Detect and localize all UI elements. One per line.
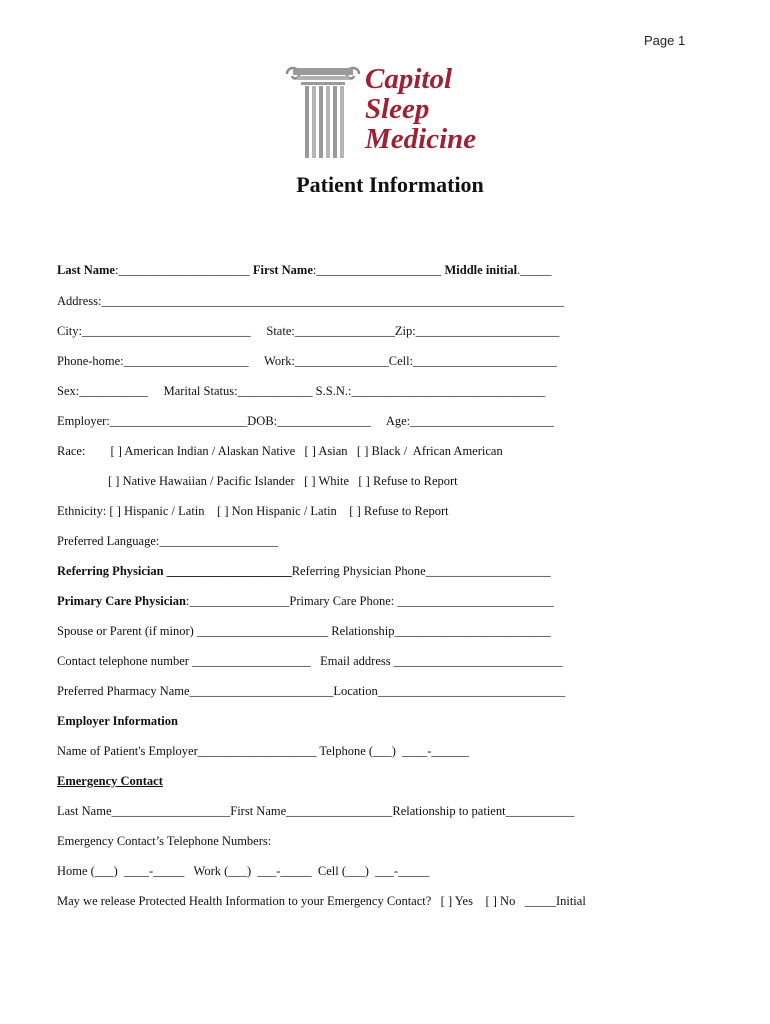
pharmacy-row[interactable]: Preferred Pharmacy Name_______________________Location______________________________ — [57, 684, 566, 698]
address-field[interactable]: Address:__________________________________________________________________________ — [57, 294, 564, 308]
phone-row[interactable]: Phone-home:____________________ Work:_______________Cell:_______________________ — [57, 354, 557, 368]
name-row[interactable] — [57, 262, 551, 278]
sex-marital-ssn-row[interactable]: Sex:___________ Marital Status:____________ S.S.N.:_______________________________ — [57, 384, 546, 398]
last-name-label: Last Name — [57, 263, 115, 277]
patient-employer-row[interactable]: Name of Patient's Employer___________________ Telphone (___) ____-______ — [57, 744, 469, 758]
preferred-language-field[interactable]: Preferred Language:___________________ — [57, 534, 279, 548]
ionic-column-icon — [283, 64, 363, 164]
last-name-field[interactable]: :_____________________ — [114, 263, 253, 277]
referring-physician-field[interactable]: ____________________ — [166, 564, 292, 578]
primary-care-row[interactable] — [57, 593, 554, 609]
page-title: Patient Information — [296, 172, 484, 197]
emergency-phone-label: Emergency Contact’s Telephone Numbers: — [57, 834, 272, 848]
employer-dob-age-row[interactable]: Employer:______________________DOB:_______________ Age:_______________________ — [57, 414, 554, 428]
logo-line-1: Capitol — [365, 63, 453, 95]
spouse-parent-row[interactable]: Spouse or Parent (if minor) _____________________ Relationship_________________________ — [57, 624, 551, 638]
first-name-field[interactable]: :____________________ — [312, 263, 445, 277]
practice-logo — [283, 64, 513, 164]
page-number: Page 1 — [644, 33, 686, 48]
release-consent-row[interactable]: May we release Protected Health Information to your Emergency Contact? [ ] Yes [ ] No _____Initial — [57, 894, 586, 908]
emergency-contact-heading: Emergency Contact — [57, 774, 163, 788]
middle-initial-label: Middle initial — [444, 263, 518, 277]
employer-information-heading: Employer Information — [57, 714, 178, 728]
emergency-name-row[interactable]: Last Name___________________First Name_________________Relationship to patient___________ — [57, 804, 575, 818]
race-row-2[interactable]: [ ] Native Hawaiian / Pacific Islander [ ] White [ ] Refuse to Report — [108, 474, 458, 488]
logo-wordmark — [365, 64, 476, 154]
race-row-1[interactable]: Race: [ ] American Indian / Alaskan Native [ ] Asian [ ] Black / African American — [57, 444, 503, 458]
logo-line-3: Medicine — [365, 123, 477, 155]
emergency-phones-row[interactable]: Home (___) ____-_____ Work (___) ___-_____ Cell (___) ___-_____ — [57, 864, 430, 878]
primary-care-label: Primary Care Physician — [57, 594, 186, 608]
primary-care-fields[interactable]: :________________Primary Care Phone: _________________________ — [185, 594, 554, 608]
ethnicity-row[interactable]: Ethnicity: [ ] Hispanic / Latin [ ] Non Hispanic / Latin [ ] Refuse to Report — [57, 504, 449, 518]
referring-physician-label: Referring Physician — [57, 564, 167, 578]
contact-email-row[interactable]: Contact telephone number ___________________ Email address ___________________________ — [57, 654, 563, 668]
middle-initial-field[interactable]: ._____ — [517, 263, 552, 277]
referring-phone-field[interactable]: Referring Physician Phone____________________ — [291, 564, 551, 578]
logo-line-2: Sleep — [365, 93, 430, 125]
city-state-zip-row[interactable]: City:___________________________ State:________________Zip:_______________________ — [57, 324, 560, 338]
first-name-label: First Name — [252, 263, 313, 277]
referring-physician-row[interactable] — [57, 563, 551, 579]
